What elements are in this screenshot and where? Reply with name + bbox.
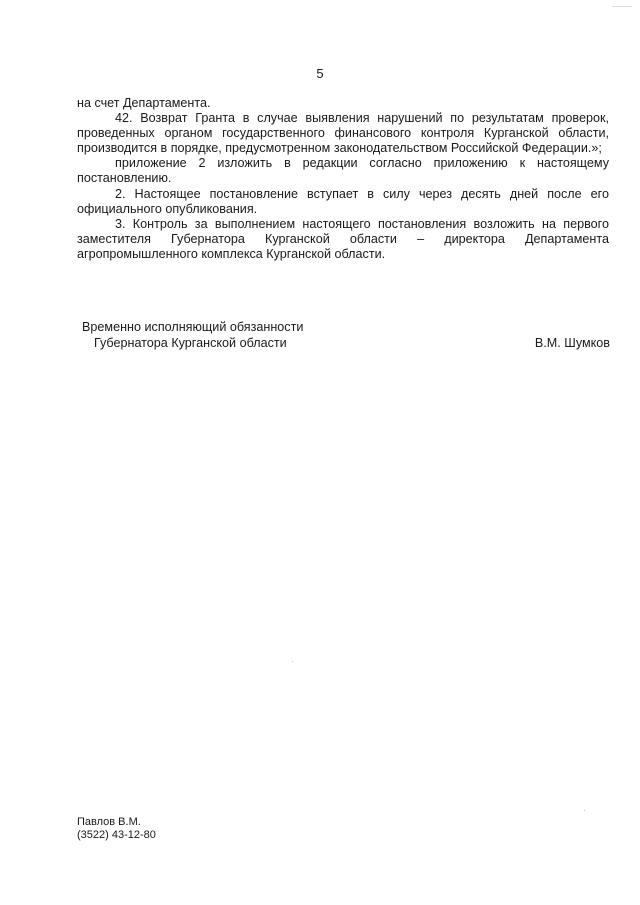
paragraph-continuation: на счет Департамента. [77, 96, 211, 110]
scan-speck [292, 661, 293, 662]
page-number: 5 [316, 66, 324, 81]
executor-phone: (3522) 43-12-80 [77, 829, 156, 841]
signature-block [82, 320, 610, 351]
executor-footer [77, 816, 156, 842]
scan-speck [612, 6, 632, 7]
paragraph-item-42: 42. Возврат Гранта в случае выявления нарушений по результатам проверок, проведенных органом государственного финансового контроля Курганской области, производится в порядке, предусмотренном законодательством Российской Федерации.»; [77, 111, 609, 156]
signatory-position-line1: Временно исполняющий обязанности [82, 320, 304, 334]
scan-speck [584, 810, 585, 811]
paragraph-appendix: приложение 2 изложить в редакции согласно приложению к настоящему постановлению. [77, 156, 609, 186]
paragraph-effective-date: 2. Настоящее постановление вступает в силу через десять дней после его официального опубликования. [77, 186, 609, 216]
signatory-name: В.М. Шумков [534, 335, 610, 350]
signatory-position-line2: Губернатора Курганской области [94, 335, 287, 350]
executor-name: Павлов В.М. [77, 816, 141, 828]
paragraph-control: 3. Контроль за выполнением настоящего постановления возложить на первого заместителя Губернатора Курганской области – директора Департамента агропромышленного комплекса Курганской области. [77, 216, 609, 261]
document-body [77, 96, 609, 262]
